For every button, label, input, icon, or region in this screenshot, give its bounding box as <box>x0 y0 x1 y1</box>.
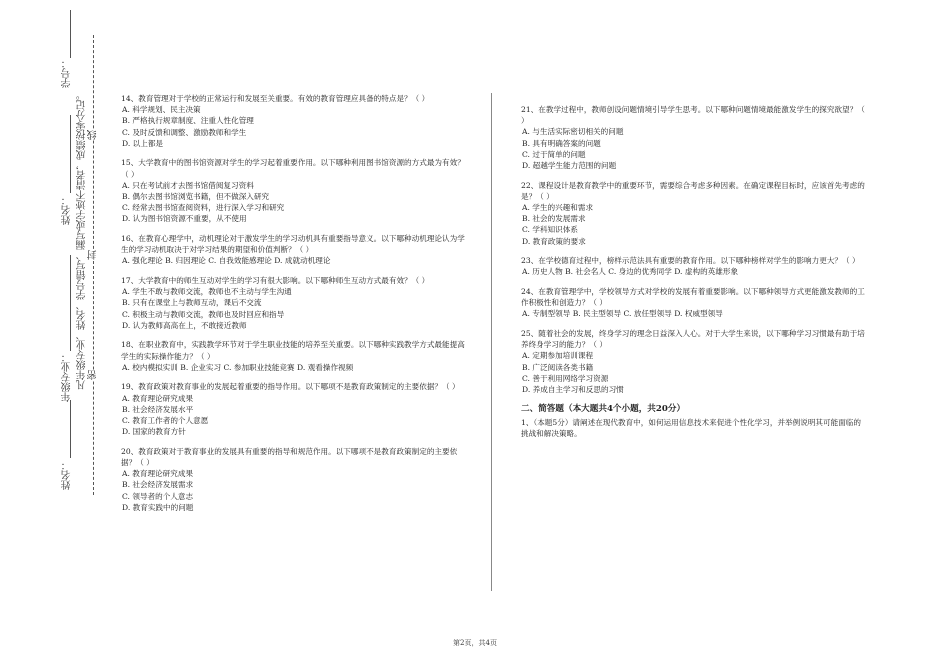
option: B. 社会经济发展水平 <box>122 404 194 414</box>
short-answer-question-1: 1、（本题5分）请阐述在现代教育中，如何运用信息技术来促进个性化学习，并举例说明其可能面临的挑战和解决策略。 <box>521 417 861 439</box>
option: C. 学科知识体系 <box>522 225 578 235</box>
question-15 <box>121 157 466 224</box>
option: A. 强化理论 B. 归因理论 C. 自我效能感理论 D. 成就动机理论 <box>122 256 331 266</box>
option: C. 过于简单的问题 <box>522 149 586 159</box>
question-stem: 21、在教学过程中，教师创设问题情境引导学生思考。以下哪种问题情境最能激发学生的探究欲望？（ ） <box>521 105 865 126</box>
option: D. 认为图书馆资源不重要，从不使用 <box>122 214 247 224</box>
right-column <box>521 104 866 439</box>
major-underline <box>70 255 71 351</box>
seal-char-xian: 线 <box>88 130 99 140</box>
option: A. 只在考试前才去图书馆借阅复习资料 <box>122 180 254 190</box>
student-number-label: 学号： <box>62 58 73 88</box>
question-23 <box>521 255 866 277</box>
question-21 <box>521 104 866 171</box>
question-24 <box>521 286 866 320</box>
option: B. 具有明确答案的问题 <box>522 138 601 148</box>
question-stem: 17、大学教育中的师生互动对学生的学习有很大影响。以下哪种师生互动方式最有效？（ ） <box>121 276 430 286</box>
seal-char-feng: 封 <box>88 250 99 260</box>
option: D. 超越学生能力范围的问题 <box>522 161 617 171</box>
option: A. 教育理论研究成果 <box>122 469 194 479</box>
option: A. 定期参加培训课程 <box>522 351 594 361</box>
option: B. 严格执行规章制度、注重人性化管理 <box>122 116 254 126</box>
option: A. 科学规划、民主决策 <box>122 105 201 115</box>
left-column <box>121 93 466 521</box>
question-stem: 18、在职业教育中，实践教学环节对于学生职业技能的培养至关重要。以下哪种实践教学方式最能提高学生的实际操作能力？（ ） <box>121 340 465 361</box>
option: D. 以上都是 <box>122 138 164 148</box>
option: C. 积极主动与教师交流，教师也及时回应和指导 <box>122 309 285 319</box>
question-20 <box>121 446 466 513</box>
option: D. 教育实践中的问题 <box>122 502 194 512</box>
option: B. 社会的发展需求 <box>522 214 586 224</box>
option: C. 经常去图书馆查阅资料，进行深入学习和研究 <box>122 203 285 213</box>
option: A. 校内模拟实训 B. 企业实习 C. 参加职业技能竞赛 D. 观看操作视频 <box>122 362 354 372</box>
number-underline <box>70 10 71 58</box>
question-stem: 16、在教育心理学中，动机理论对于激发学生的学习动机具有重要指导意义。以下哪种动机理论认为学生的学习动机取决于对学习结果的期望和价值判断？（ ） <box>121 234 465 255</box>
question-25 <box>521 328 866 395</box>
question-18 <box>121 339 466 373</box>
question-stem: 14、教育管理对于学校的正常运行和发展至关重要。有效的教育管理应具备的特点是？（ ） <box>121 94 430 103</box>
option: D. 教育政策的要求 <box>522 236 586 246</box>
option: C. 及时反馈和调整、激励教师和学生 <box>122 127 247 137</box>
option: B. 广泛阅读各类书籍 <box>522 362 594 372</box>
seal-dashed-line <box>93 35 94 495</box>
option: D. 认为教师高高在上，不敢接近教师 <box>122 320 247 330</box>
question-16 <box>121 233 466 267</box>
seal-char-mi: 密 <box>88 370 99 380</box>
option: B. 只有在课堂上与教师互动，课后不交流 <box>122 298 262 308</box>
question-22 <box>521 180 866 247</box>
binding-margin <box>0 0 110 672</box>
option: D. 养成自主学习和反思的习惯 <box>522 385 624 395</box>
name-label: 姓名： <box>62 195 73 225</box>
option: C. 领导者的个人意志 <box>122 491 194 501</box>
question-stem: 23、在学校德育过程中，榜样示范法具有重要的教育作用。以下哪种榜样对学生的影响力更大？（ ） <box>521 256 860 266</box>
question-stem: 22、课程设计是教育教学中的重要环节，需要综合考虑多种因素。在确定课程目标时，应该首先考虑的是？（ ） <box>521 180 865 201</box>
school-label: 姓名： <box>62 460 73 490</box>
option: A. 与生活实际密切相关的问题 <box>522 127 624 137</box>
major-label: 年级专业： <box>62 352 73 402</box>
option: A. 历史人物 B. 社会名人 C. 身边的优秀同学 D. 虚构的英雄形象 <box>522 267 739 277</box>
option: A. 学生的兴趣和需求 <box>522 203 594 213</box>
page-footer: 第2页，共4页 <box>453 639 497 647</box>
question-14 <box>121 93 466 149</box>
notice-text: 凡年级专业、姓名、学号错写、漏写或字迹不清者，成绩按零分记。 <box>77 90 88 390</box>
option: C. 教育工作者的个人意愿 <box>122 416 209 426</box>
column-divider <box>491 93 492 591</box>
school-underline <box>70 400 71 458</box>
question-stem: 15、大学教育中的图书馆资源对学生的学习起着重要作用。以下哪种利用图书馆资源的方式最为有效？（ ） <box>121 158 465 179</box>
question-stem: 25、随着社会的发展，终身学习的理念日益深入人心。对于大学生来说，以下哪种学习习惯最有助于培养终身学习的能力？（ ） <box>521 329 865 350</box>
option: B. 偶尔去图书馆浏览书籍，但不做深入研究 <box>122 192 270 202</box>
question-stem: 20、教育政策对于教育事业的发展具有重要的指导和规范作用。以下哪项不是教育政策制定的主要依据？（ ） <box>121 446 458 468</box>
name-underline <box>70 115 71 193</box>
option: B. 社会经济发展需求 <box>122 480 194 490</box>
option: D. 国家的教育方针 <box>122 427 186 437</box>
option: A. 教育理论研究成果 <box>122 393 194 403</box>
option: A. 专制型领导 B. 民主型领导 C. 放任型领导 D. 权威型领导 <box>522 309 723 319</box>
question-17 <box>121 275 466 331</box>
question-19 <box>121 381 466 437</box>
section-title: 二、简答题（本大题共4个小题，共20分） <box>521 403 686 414</box>
question-stem: 19、教育政策对教育事业的发展起着重要的指导作用。以下哪项不是教育政策制定的主要依据？（ ） <box>121 382 460 392</box>
option: A. 学生不敢与教师交流，教师也不主动与学生沟通 <box>122 287 292 297</box>
question-stem: 24、在教育管理学中，学校领导方式对学校的发展有着重要影响。以下哪种领导方式更能激发教师的工作积极性和创造力？（ ） <box>521 287 865 308</box>
option: C. 善于利用网络学习资源 <box>522 373 609 383</box>
